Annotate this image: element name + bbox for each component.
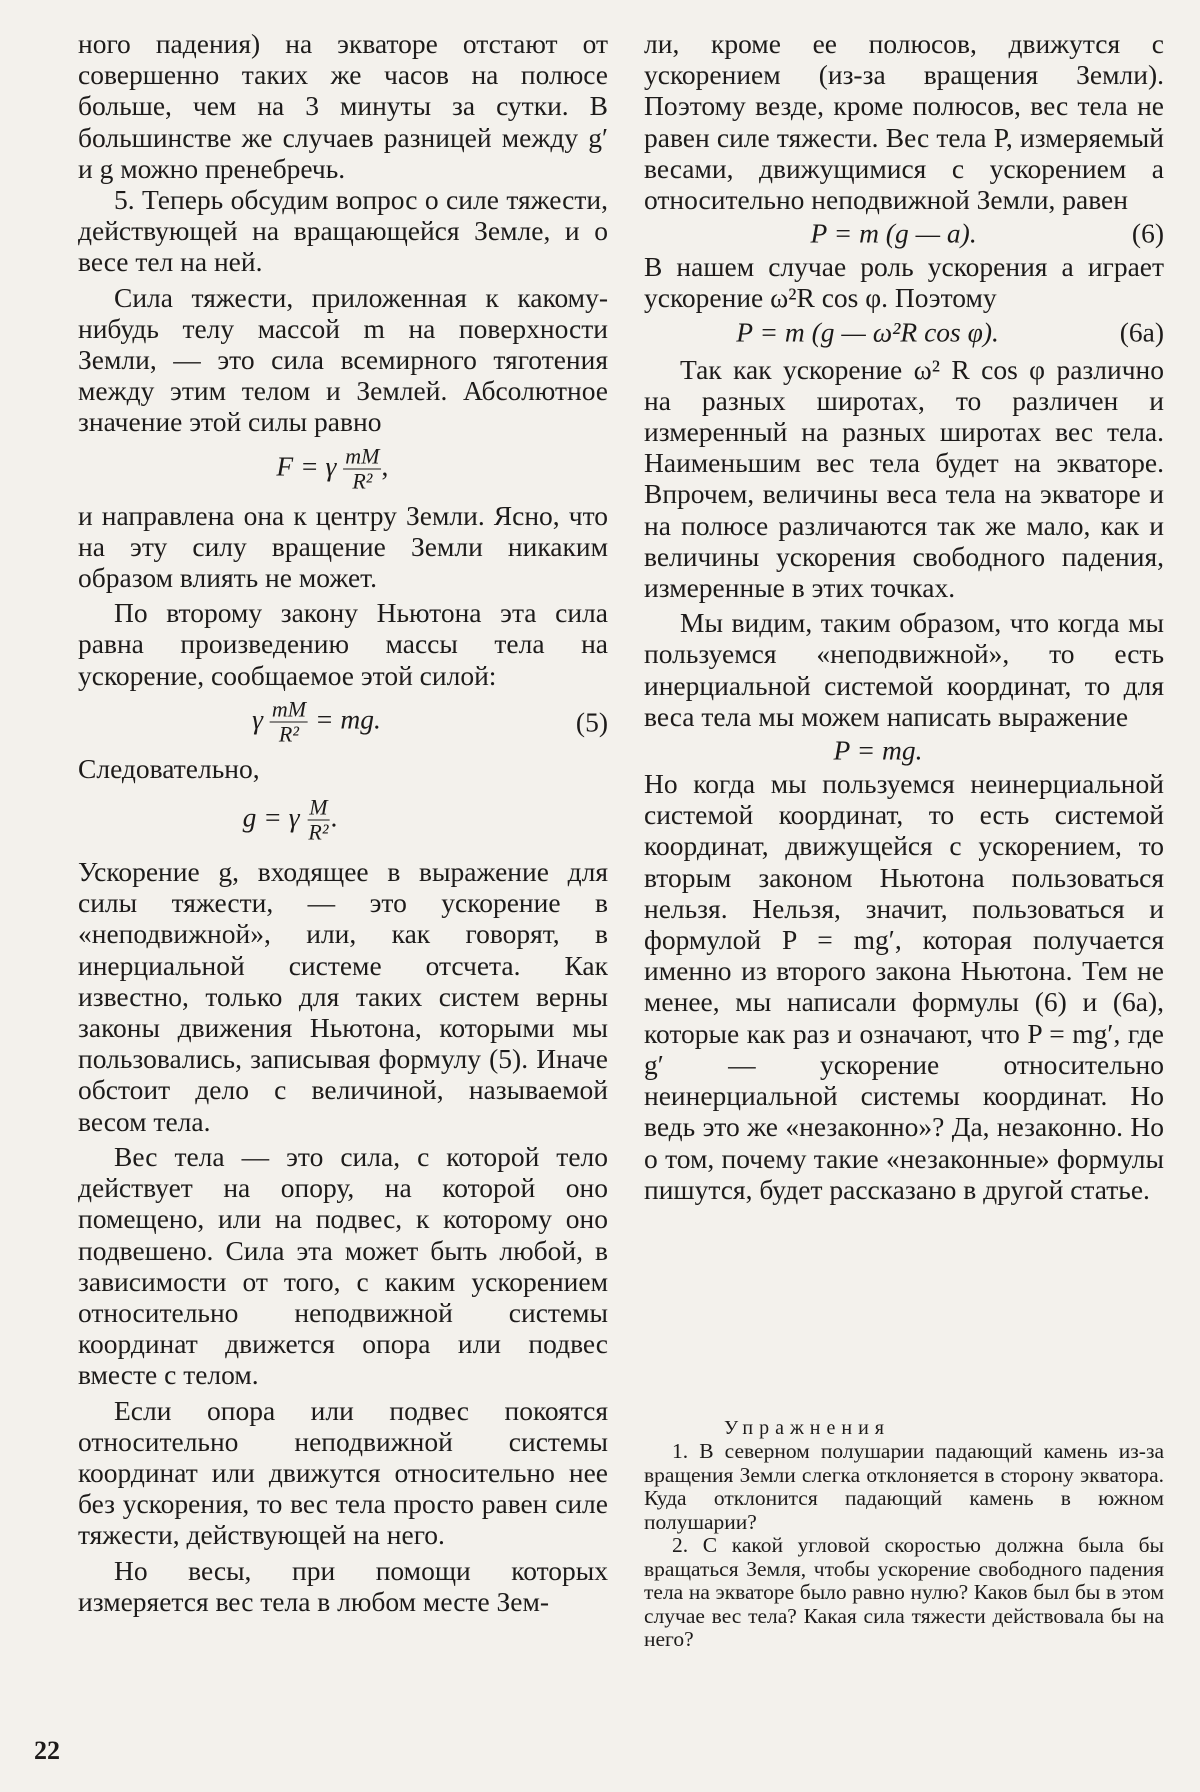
formula-5 <box>78 691 608 753</box>
exercise-item: 2. С какой угловой скоростью должна была бы вращаться Земля, чтобы ускорение свободного падения тела на экваторе было равно нулю? Каков был бы в этом случае вес тела? Какая сила тяжести действовала бы на него? <box>644 1533 1164 1651</box>
formula-lhs: F = γ <box>276 449 337 481</box>
paragraph: Ускорение g, входящее в выражение для силы тяжести, — это ускорение в «неподвижной», или, как говорят, в инерциальной системе отсчета. Как известно, только для таких систем верны законы движения Ньютона, которыми мы пользовались, записывая формулу (5). Иначе обстоит дело с величиной, называемой весом тела. <box>78 856 608 1137</box>
paragraph: Если опора или подвес покоятся относительно неподвижной системы координат или движутся относительно нее без ускорения, то вес тела просто равен силе тяжести, действующей на него. <box>78 1394 608 1551</box>
exercises-section <box>644 1416 1164 1652</box>
paragraph: ли, кроме ее полюсов, движутся с ускорением (из-за вращения Земли). Поэтому везде, кроме полюсов, вес тела не равен силе тяжести. Вес тела P, измеряемый весами, движущимися с ускорением a относительно неподвижной Земли, равен <box>644 28 1164 216</box>
page-number: 22 <box>34 1736 60 1765</box>
left-column <box>78 28 608 1617</box>
fraction-numerator: M <box>309 794 328 820</box>
paragraph: Так как ускорение ω² R cos φ различно на разных широтах, то различен и измеренный на разных широтах вес тела. Наименьшим вес тела будет на экваторе. Впрочем, величины веса тела на экваторе и на полюсе различаются так же мало, как и величины ускорения свободного падения, измеренные в этих точках. <box>644 353 1164 604</box>
paragraph: Но когда мы пользуемся неинерциальной системой координат, то есть системой координат, движущейся с ускорением, то вторым законом Ньютона пользоваться нельзя. Нельзя, значит, пользоваться и формулой P = mg′, которая получается именно из второго закона Ньютона. Тем не менее, мы написали формулы (6) и (6а), которые как раз и означают, что P = mg′, где g′ — ускорение относительно неинерциальной системы координат. Но ведь это же «незаконно»? Да, незаконно. Но о том, почему такие «незаконные» формулы пишутся, будет рассказано в другой статье. <box>644 768 1164 1205</box>
formula-text: P = m (g — a). <box>810 217 977 249</box>
formula-lhs: γ <box>252 703 263 735</box>
formula-tail: . <box>330 801 338 833</box>
paragraph: В нашем случае роль ускорения a играет ускорение ω²R cos φ. Поэтому <box>644 251 1164 314</box>
paragraph: 5. Теперь обсудим вопрос о силе тяжести, действующей на вращающейся Земле, и о весе тел на ней. <box>78 184 608 278</box>
right-column <box>644 28 1164 1205</box>
paragraph: и направлена она к центру Земли. Ясно, что на эту силу вращение Земли никаким образом влиять не может. <box>78 499 608 594</box>
fraction-denominator: R² <box>308 819 329 845</box>
equation-number: (5) <box>575 706 608 738</box>
fraction-numerator: mM <box>345 443 380 469</box>
formula-gravity-force <box>78 438 608 500</box>
formula-6a <box>644 314 1164 350</box>
formula-6 <box>644 215 1164 251</box>
formula-fraction <box>270 697 308 746</box>
formula-fraction <box>306 796 330 845</box>
formula-fraction <box>343 444 381 493</box>
paragraph: ного падения) на экваторе отстают от совершенно таких же часов на полюсе больше, чем на 3 минуты за сутки. В большинстве же случаев разницей между g′ и g можно пренебречь. <box>78 28 608 184</box>
paragraph: Но весы, при помощи которых измеряется вес тела в любом месте Зем- <box>78 1554 608 1617</box>
paragraph: Сила тяжести, приложенная к какому-нибудь телу массой m на поверхности Земли, — это сила всемирного тяготения между этим телом и Землей. Абсолютное значение этой силы равно <box>78 281 608 438</box>
formula-weight <box>644 732 1164 768</box>
formula-g <box>78 784 608 856</box>
paragraph: Вес тела — это сила, с которой тело действует на опору, на которой оно помещено, или на подвес, к которому оно подвешено. Сила эта может быть любой, в зависимости от того, с каким ускорением относительно неподвижной системы координат движется опора или подвес вместе с телом. <box>78 1140 608 1391</box>
formula-tail: , <box>381 449 389 481</box>
paragraph: По второму закону Ньютона эта сила равна произведению массы тела на ускорение, сообщаемое этой силой: <box>78 597 608 691</box>
equation-number: (6) <box>1131 217 1164 249</box>
exercise-item: 1. В северном полушарии падающий камень из-за вращения Земли слегка отклоняется в сторону экватора. Куда отклонится падающий камень в южном полушарии? <box>644 1439 1164 1534</box>
formula-text: P = mg. <box>833 734 923 766</box>
paragraph: Следовательно, <box>78 752 260 784</box>
fraction-denominator: R² <box>278 721 299 747</box>
formula-rhs: = mg. <box>314 703 381 735</box>
formula-lhs: g = γ <box>242 801 300 833</box>
fraction-numerator: mM <box>271 696 307 722</box>
equation-number: (6а) <box>1119 316 1164 348</box>
formula-text: P = m (g — ω²R cos φ). <box>736 316 999 348</box>
paragraph: Мы видим, таким образом, что когда мы пользуемся «неподвижной», то есть инерциальной системой координат, то для веса тела мы можем написать выражение <box>644 607 1164 732</box>
exercises-title: Упражнения <box>724 1417 890 1439</box>
fraction-denominator: R² <box>352 468 373 494</box>
